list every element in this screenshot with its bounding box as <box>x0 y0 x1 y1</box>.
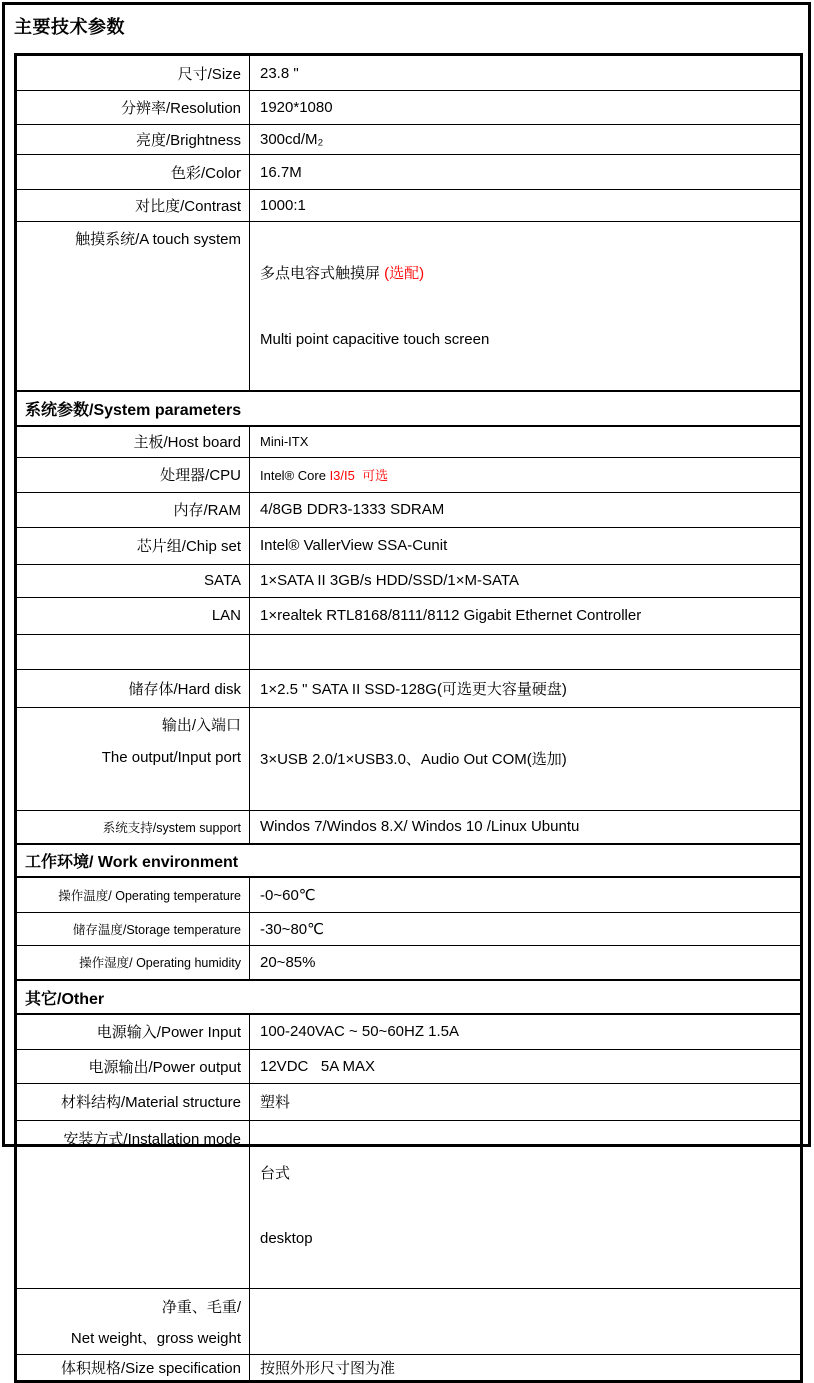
row-label: 亮度/Brightness <box>16 125 250 155</box>
row-label: LAN <box>16 597 250 634</box>
row-label: 芯片组/Chip set <box>16 527 250 564</box>
row-host-board <box>16 426 802 457</box>
row-value: 1000:1 <box>250 190 802 222</box>
row-system-support <box>16 810 802 844</box>
row-sata <box>16 564 802 597</box>
row-value: 20~85% <box>250 945 802 980</box>
row-lan <box>16 597 802 634</box>
row-hard-disk <box>16 669 802 707</box>
row-label: 储存体/Hard disk <box>16 669 250 707</box>
row-value: 300cd/M₂ <box>250 125 802 155</box>
section-title: 工作环境/ Work environment <box>16 844 802 877</box>
row-label-line: 输出/入端口 <box>161 716 241 734</box>
row-value <box>250 1288 802 1354</box>
row-value-line: desktop <box>260 1229 313 1247</box>
row-touch-system <box>16 222 802 392</box>
row-resolution <box>16 91 802 125</box>
row-value: Intel® Core I3/I5 可选 <box>250 457 802 492</box>
row-value: 1×realtek RTL8168/8111/8112 Gigabit Ethernet Controller <box>250 597 802 634</box>
row-weight <box>16 1288 802 1354</box>
row-label-line: 安装方式/Installation mode <box>63 1130 241 1148</box>
row-label: SATA <box>16 564 250 597</box>
cpu-option-red-text: I3/I5 可选 <box>329 468 389 483</box>
row-empty <box>16 634 802 669</box>
row-label: 对比度/Contrast <box>16 190 250 222</box>
row-value: 1920*1080 <box>250 91 802 125</box>
row-operating-temperature <box>16 877 802 912</box>
row-value: 23.8 " <box>250 55 802 91</box>
row-brightness <box>16 125 802 155</box>
row-storage-temperature <box>16 912 802 945</box>
row-value: 12VDC 5A MAX <box>250 1049 802 1083</box>
row-label <box>16 222 250 392</box>
row-power-input <box>16 1014 802 1049</box>
row-color <box>16 155 802 190</box>
row-label: 色彩/Color <box>16 155 250 190</box>
row-label: 电源输出/Power output <box>16 1049 250 1083</box>
row-label: 处理器/CPU <box>16 457 250 492</box>
row-io-ports <box>16 707 802 810</box>
section-header-other <box>16 980 802 1014</box>
row-label: 操作温度/ Operating temperature <box>16 877 250 912</box>
row-value <box>250 634 802 669</box>
row-label: 分辨率/Resolution <box>16 91 250 125</box>
row-size-specification <box>16 1354 802 1381</box>
row-value: 塑料 <box>250 1083 802 1120</box>
row-label-line: The output/Input port <box>101 748 241 766</box>
row-label: 体积规格/Size specification <box>16 1354 250 1381</box>
row-material-structure <box>16 1083 802 1120</box>
row-label-line: Net weight、gross weight <box>70 1329 241 1347</box>
row-label: 储存温度/Storage temperature <box>16 912 250 945</box>
section-header-work-environment <box>16 844 802 877</box>
spec-table <box>14 53 803 1383</box>
row-label-line: 净重、毛重/ <box>161 1298 241 1316</box>
row-label: 内存/RAM <box>16 492 250 527</box>
page-title: 主要技术参数 <box>14 17 125 37</box>
row-value: 4/8GB DDR3-1333 SDRAM <box>250 492 802 527</box>
row-value: -30~80℃ <box>250 912 802 945</box>
row-label: 尺寸/Size <box>16 55 250 91</box>
row-cpu <box>16 457 802 492</box>
row-label: 材料结构/Material structure <box>16 1083 250 1120</box>
row-value <box>250 1120 802 1288</box>
row-label: 电源输入/Power Input <box>16 1014 250 1049</box>
section-title: 其它/Other <box>16 980 802 1014</box>
row-value-line: 3×USB 2.0/1×USB3.0、Audio Out COM(选加) <box>260 750 567 768</box>
row-label: 系统支持/system support <box>16 810 250 844</box>
row-value: Windos 7/Windos 8.X/ Windos 10 /Linux Ubuntu <box>250 810 802 844</box>
row-value-line: 台式 <box>260 1164 291 1182</box>
row-label-line: 触摸系统/A touch system <box>75 231 241 248</box>
row-operating-humidity <box>16 945 802 980</box>
row-value: Mini-ITX <box>250 426 802 457</box>
row-contrast <box>16 190 802 222</box>
row-value: 16.7M <box>250 155 802 190</box>
section-header-system-parameters <box>16 391 802 426</box>
row-size <box>16 55 802 91</box>
row-label: 主板/Host board <box>16 426 250 457</box>
section-title: 系统参数/System parameters <box>16 391 802 426</box>
row-label <box>16 1288 250 1354</box>
row-value-line: 多点电容式触摸屏 (选配) <box>260 265 425 282</box>
row-label <box>16 707 250 810</box>
row-power-output <box>16 1049 802 1083</box>
row-value: 100-240VAC ~ 50~60HZ 1.5A <box>250 1014 802 1049</box>
row-label <box>16 1120 250 1288</box>
row-value-line: Multi point capacitive touch screen <box>260 331 490 348</box>
row-installation-mode <box>16 1120 802 1288</box>
row-value: 1×SATA II 3GB/s HDD/SSD/1×M-SATA <box>250 564 802 597</box>
row-value: 按照外形尺寸图为准 <box>250 1354 802 1381</box>
optional-red-text: (选配) <box>384 265 425 282</box>
row-label <box>16 634 250 669</box>
row-ram <box>16 492 802 527</box>
row-value: Intel® VallerView SSA-Cunit <box>250 527 802 564</box>
row-value: 1×2.5 " SATA II SSD-128G(可选更大容量硬盘) <box>250 669 802 707</box>
row-chipset <box>16 527 802 564</box>
row-value <box>250 707 802 810</box>
row-value <box>250 222 802 392</box>
row-label: 操作湿度/ Operating humidity <box>16 945 250 980</box>
row-value: -0~60℃ <box>250 877 802 912</box>
